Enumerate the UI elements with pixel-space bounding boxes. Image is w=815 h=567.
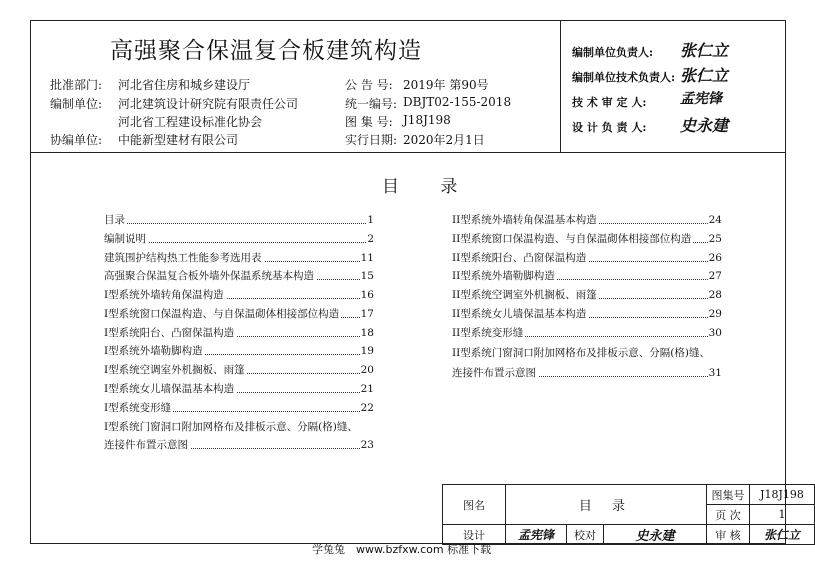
review-label: 审 核 <box>707 525 750 545</box>
toc-entry[interactable] <box>452 212 722 228</box>
page-number: 1 <box>750 505 815 525</box>
toc-entry-text: I型系统外墙勒脚构造 <box>104 345 203 357</box>
responsible-label: 编制单位负责人: <box>572 46 654 59</box>
toc-entry-text: II型系统外墙勒脚构造 <box>452 270 555 282</box>
toc-entry-page: 23 <box>360 439 374 451</box>
notice-number: 2019年 第90号 <box>403 78 489 92</box>
atlas-no-label: 图集号 <box>707 485 750 505</box>
signature: 史永建 <box>680 116 729 135</box>
header-vertical-divider <box>560 20 561 152</box>
toc-entry-text: II型系统阳台、凸窗保温构造 <box>452 252 587 264</box>
toc-entry-page: 15 <box>360 270 374 282</box>
unified-number: DBJT02-155-2018 <box>403 95 512 109</box>
toc-entry-page: 17 <box>360 308 374 320</box>
check-signature: 史永建 <box>604 525 707 545</box>
toc-entry[interactable] <box>452 231 722 247</box>
drawing-name: 目 录 <box>506 485 707 525</box>
effective-date: 2020年2月1日 <box>403 133 485 147</box>
toc-entry-text: 编制说明 <box>104 233 146 245</box>
toc-entry-text: 连接件布置示意图 <box>104 439 188 451</box>
toc-entry-page: 28 <box>708 289 722 301</box>
toc-entry-page: 30 <box>708 327 722 339</box>
header-divider <box>30 152 786 153</box>
toc-entry[interactable] <box>104 325 374 341</box>
toc-entry[interactable] <box>452 250 722 266</box>
approval-dept: 河北省住房和城乡建设厅 <box>118 78 251 92</box>
toc-entry-page: 22 <box>360 402 374 414</box>
toc-entry-page: 26 <box>708 252 722 264</box>
toc-entry[interactable] <box>452 287 722 303</box>
title-block <box>442 484 815 545</box>
toc-entry-text: 高强聚合保温复合板外墙外保温系统基本构造 <box>104 270 314 282</box>
design-signature: 孟宪锋 <box>506 525 567 545</box>
approval-dept-label: 批准部门: <box>50 78 103 92</box>
atlas-no-label: 图 集 号: <box>345 115 393 129</box>
toc-entry-page: 1 <box>367 214 374 226</box>
toc-entry[interactable] <box>452 325 722 341</box>
toc-entry[interactable] <box>104 212 374 228</box>
atlas-no-value: J18J198 <box>750 485 815 505</box>
toc-entry-text: II型系统门窗洞口附加网格布及排板示意、分隔(格)缝、 <box>452 347 710 359</box>
notice-label: 公 告 号: <box>345 78 393 92</box>
toc-entry-page: 18 <box>360 327 374 339</box>
toc-entry-page: 21 <box>360 383 374 395</box>
toc-entry-text: 目录 <box>104 214 125 226</box>
compile-unit-2: 河北省工程建设标准化协会 <box>118 115 263 129</box>
toc-entry-text: I型系统变形缝 <box>104 402 172 414</box>
drawing-name-label: 图名 <box>443 485 506 525</box>
toc-entry-text: II型系统变形缝 <box>452 327 524 339</box>
toc-entry-multiline-first[interactable] <box>452 345 722 361</box>
co-compile-label: 协编单位: <box>50 133 103 147</box>
responsible-label: 编制单位技术负责人: <box>572 71 676 84</box>
toc-entry-page: 2 <box>367 233 374 245</box>
site-watermark-footer[interactable]: 学兔兔 www.bzfxw.com 标准下载 <box>312 543 492 556</box>
co-compile-unit: 中能新型建材有限公司 <box>118 133 239 147</box>
check-label: 校对 <box>567 525 604 545</box>
atlas-number: J18J198 <box>403 113 451 127</box>
unified-no-label: 统一编号: <box>345 97 398 111</box>
toc-entry-text: I型系统窗口保温构造、与自保温砌体相接部位构造 <box>104 308 340 320</box>
toc-entry-text: 连接件布置示意图 <box>452 367 536 379</box>
toc-entry-text: II型系统女儿墙保温基本构造 <box>452 308 587 320</box>
toc-entry-page: 29 <box>708 308 722 320</box>
toc-entry[interactable] <box>104 287 374 303</box>
atlas-title: 高强聚合保温复合板建筑构造 <box>110 38 422 64</box>
compile-unit-1: 河北建筑设计研究院有限责任公司 <box>118 97 299 111</box>
toc-entry[interactable] <box>104 231 374 247</box>
toc-entry-multiline-second[interactable] <box>452 365 722 381</box>
toc-entry[interactable] <box>452 268 722 284</box>
toc-entry-page: 20 <box>360 364 374 376</box>
toc-entry-text: I型系统门窗洞口附加网格布及排板示意、分隔(格)缝、 <box>104 421 358 433</box>
page-label: 页 次 <box>707 505 750 525</box>
toc-entry-page: 16 <box>360 289 374 301</box>
toc-entry-text: 建筑围护结构热工性能参考选用表 <box>104 252 262 264</box>
toc-entry-page: 24 <box>708 214 722 226</box>
responsible-label: 技 术 审 定 人: <box>572 96 647 109</box>
toc-entry-page: 19 <box>360 345 374 357</box>
toc-entry-text: I型系统女儿墙保温基本构造 <box>104 383 235 395</box>
review-signature: 张仁立 <box>750 525 815 545</box>
toc-entry[interactable] <box>452 306 722 322</box>
toc-entry-text: II型系统外墙转角保温基本构造 <box>452 214 597 226</box>
toc-entry-page: 25 <box>708 233 722 245</box>
toc-entry[interactable] <box>104 250 374 266</box>
toc-entry[interactable] <box>104 343 374 359</box>
toc-entry-multiline-second[interactable] <box>104 437 374 453</box>
toc-entry[interactable] <box>104 381 374 397</box>
responsible-label: 设 计 负 责 人: <box>572 121 647 134</box>
toc-entry-page: 11 <box>360 252 374 264</box>
toc-entry-multiline-first[interactable] <box>104 419 374 435</box>
toc-entry[interactable] <box>104 306 374 322</box>
toc-entry-text: I型系统阳台、凸窗保温构造 <box>104 327 235 339</box>
effective-label: 实行日期: <box>345 133 398 147</box>
toc-entry-text: II型系统空调室外机搁板、雨篷 <box>452 289 597 301</box>
design-label: 设计 <box>443 525 506 545</box>
toc-entry[interactable] <box>104 400 374 416</box>
compile-unit-label: 编制单位: <box>50 97 103 111</box>
signature: 张仁立 <box>680 66 729 85</box>
signature: 孟宪锋 <box>680 91 722 107</box>
toc-entry-page: 31 <box>708 367 722 379</box>
toc-entry-page: 27 <box>708 270 722 282</box>
toc-entry-text: II型系统窗口保温构造、与自保温砌体相接部位构造 <box>452 233 692 245</box>
toc-entry-text: I型系统外墙转角保温构造 <box>104 289 224 301</box>
signature: 张仁立 <box>680 41 729 60</box>
toc-entry[interactable] <box>104 362 374 378</box>
toc-entry[interactable] <box>104 268 374 284</box>
toc-heading: 目 录 <box>382 177 476 197</box>
toc-entry-text: I型系统空调室外机搁板、雨篷 <box>104 364 245 376</box>
